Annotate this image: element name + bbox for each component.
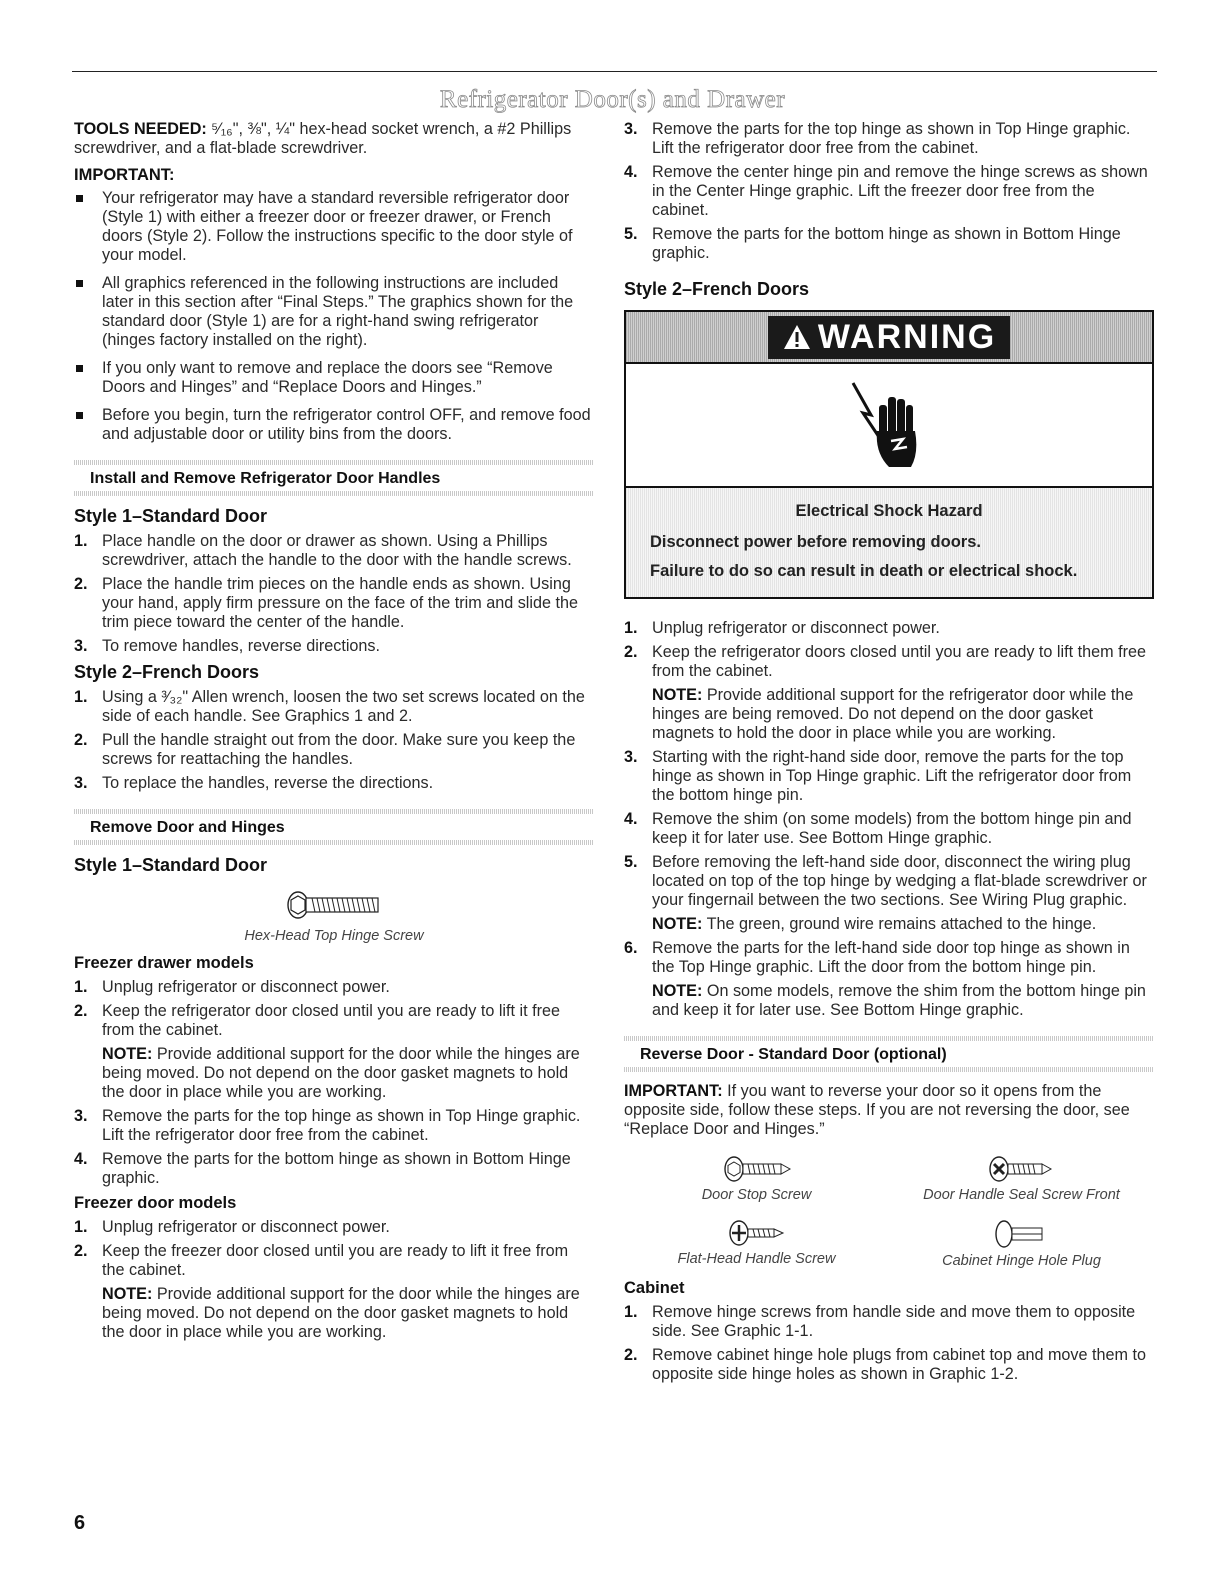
- hex-head-screw-figure: [74, 888, 594, 944]
- part-flat-head-handle-screw: [624, 1219, 889, 1269]
- step-item: 3. To replace the handles, reverse the directions.: [74, 774, 434, 792]
- right-column: [624, 120, 1154, 1389]
- cabinet-heading: Cabinet: [624, 1279, 685, 1297]
- section-handles: Install and Remove Refrigerator Door Handles: [74, 460, 594, 496]
- page-title: Refrigerator Door(s) and Drawer: [439, 86, 786, 113]
- part-caption: Flat-Head Handle Screw: [677, 1251, 836, 1267]
- step-item: 3. To remove handles, reverse directions.: [74, 637, 381, 655]
- hinge-hole-plug-icon: [992, 1219, 1052, 1249]
- french-doors-heading: Style 2–French Doors: [624, 279, 810, 299]
- seal-screw-icon: [987, 1155, 1057, 1183]
- note: NOTE: Provide additional support for the door while the hinges are being moved. Do not depend on the door gasket magnets to hold the door in place while you are working.: [102, 1285, 580, 1341]
- step-item: 1. Using a ³⁄₃₂" Allen wrench, loosen the two set screws located on the side of each handle. See Graphics 1 and 2.: [74, 688, 585, 725]
- note: NOTE: Provide additional support for the refrigerator door while the hinges are being removed. Do not depend on the door gasket magnets to hold the door in place while you are working.: [652, 686, 1134, 742]
- page-number: 6: [74, 1512, 86, 1534]
- part-cabinet-hinge-hole-plug: [889, 1219, 1154, 1269]
- note: NOTE: On some models, remove the shim from the bottom hinge pin and keep it for later use. See Bottom Hinge graphic.: [652, 982, 1146, 1019]
- freezer-drawer-heading: Freezer drawer models: [74, 954, 254, 972]
- bullet-item: Your refrigerator may have a standard reversible refrigerator door (Style 1) with either a freezer door or freezer drawer, or French doors (Style 2). Follow the instructions specific to the door style of your model.: [74, 189, 594, 265]
- bullet-item: Before you begin, turn the refrigerator control OFF, and remove food and adjustable door or utility bins from the doors.: [74, 406, 594, 444]
- style1-heading: Style 1–Standard Door: [74, 506, 268, 526]
- part-door-stop-screw: [624, 1155, 889, 1203]
- section-remove-door: Remove Door and Hinges: [74, 809, 594, 845]
- door-stop-screw-icon: [722, 1155, 792, 1183]
- top-rule: [72, 71, 1157, 72]
- step-item: 2. Remove cabinet hinge hole plugs from cabinet top and move them to opposite side hinge holes as shown in Graphic 1-2.: [624, 1346, 1147, 1383]
- tools-needed: TOOLS NEEDED: ⁵⁄₁₆", ⅜", ¼" hex-head socket wrench, a #2 Phillips screwdriver, and a flat-blade screwdriver.: [74, 120, 572, 157]
- step-item: 3. Remove the parts for the top hinge as shown in Top Hinge graphic. Lift the refrigerator door free from the cabinet.: [74, 1107, 581, 1144]
- step-item: 4. Remove the parts for the bottom hinge as shown in Bottom Hinge graphic.: [74, 1150, 571, 1187]
- freezer-door-heading: Freezer door models: [74, 1194, 237, 1212]
- warning-title: WARNING: [817, 317, 997, 356]
- reverse-important: IMPORTANT: If you want to reverse your door so it opens from the opposite side, follow these steps. If you are not reversing the door, see “Replace Door and Hinges.”: [624, 1082, 1130, 1138]
- step-item: 1. Unplug refrigerator or disconnect power.: [74, 978, 390, 996]
- step-item: 1. Unplug refrigerator or disconnect power.: [624, 619, 940, 637]
- step-item: 1. Place handle on the door or drawer as shown. Using a Phillips screwdriver, attach the handle to the door with the handle screws.: [74, 532, 572, 569]
- step-item: 2. Pull the handle straight out from the door. Make sure you keep the screws for reattaching the handles.: [74, 731, 576, 768]
- step-item: 1. Unplug refrigerator or disconnect power.: [74, 1218, 390, 1236]
- style2-heading: Style 2–French Doors: [74, 662, 260, 682]
- note: NOTE: Provide additional support for the door while the hinges are being moved. Do not depend on the door gasket magnets to hold the door in place while you are working.: [102, 1045, 580, 1101]
- warning-header: [626, 312, 1152, 364]
- step-item: 3. Remove the parts for the top hinge as shown in Top Hinge graphic. Lift the refrigerator door free from the cabinet.: [624, 120, 1131, 157]
- hex-head-screw-icon: [284, 888, 384, 922]
- step-item: 1. Remove hinge screws from handle side and move them to opposite side. See Graphic 1-1.: [624, 1303, 1136, 1340]
- step-item: 4. Remove the center hinge pin and remove the hinge screws as shown in the Center Hinge graphic. Lift the freezer door free from the cabinet.: [624, 163, 1148, 219]
- parts-grid: [624, 1155, 1154, 1269]
- warning-triangle-icon: [782, 323, 812, 351]
- note: NOTE: The green, ground wire remains attached to the hinge.: [652, 915, 1097, 933]
- warning-icon-area: [626, 364, 1152, 488]
- warning-line-2: Failure to do so can result in death or electrical shock.: [650, 562, 1078, 580]
- step-item: 4. Remove the shim (on some models) from the bottom hinge pin and keep it for later use. See Bottom Hinge graphic.: [624, 810, 1132, 847]
- step-item: 6. Remove the parts for the left-hand side door top hinge as shown in the Top Hinge graphic. Lift the door from the bottom hinge pin.: [624, 939, 1130, 976]
- part-door-handle-seal-screw: [889, 1155, 1154, 1203]
- step-item: 2. Keep the refrigerator doors closed until you are ready to lift them free from the cabinet.: [624, 643, 1146, 680]
- important-heading: IMPORTANT:: [74, 166, 175, 184]
- part-caption: Door Stop Screw: [701, 1187, 812, 1203]
- part-caption: Door Handle Seal Screw Front: [923, 1187, 1120, 1203]
- section-reverse-door: Reverse Door - Standard Door (optional): [624, 1036, 1154, 1072]
- step-item: 3. Starting with the right-hand side door, remove the parts for the top hinge as shown in Top Hinge graphic. Lift the refrigerator door from the bottom hinge pin.: [624, 748, 1132, 804]
- warning-line-1: Disconnect power before removing doors.: [650, 533, 981, 551]
- screw-caption: Hex-Head Top Hinge Screw: [244, 928, 424, 944]
- step-item: 2. Place the handle trim pieces on the handle ends as shown. Using your hand, apply firm pressure on the face of the trim and slide the trim piece toward the center of the handle.: [74, 575, 578, 631]
- step-item: 2. Keep the refrigerator door closed until you are ready to lift it free from the cabinet.: [74, 1002, 560, 1039]
- bullet-item: If you only want to remove and replace the doors see “Remove Doors and Hinges” and “Replace Doors and Hinges.”: [74, 359, 594, 397]
- bullet-item: All graphics referenced in the following instructions are included later in this section after “Final Steps.” The graphics shown for the standard door (Style 1) are for a right-hand swing refrigerator (hinges factory installed on the right).: [74, 274, 594, 350]
- warning-body: [626, 488, 1152, 597]
- left-column: [74, 120, 594, 1347]
- electrical-shock-icon: [849, 375, 929, 475]
- warning-box: [624, 310, 1154, 599]
- step-item: 5. Remove the parts for the bottom hinge as shown in Bottom Hinge graphic.: [624, 225, 1121, 262]
- warning-hazard: Electrical Shock Hazard: [795, 502, 983, 520]
- step-item: 2. Keep the freezer door closed until you are ready to lift it free from the cabinet.: [74, 1242, 569, 1279]
- part-caption: Cabinet Hinge Hole Plug: [942, 1253, 1101, 1269]
- flat-head-screw-icon: [727, 1219, 787, 1247]
- step-item: 5. Before removing the left-hand side door, disconnect the wiring plug located on top of the top hinge by wedging a flat-blade screwdriver or your fingernail between the two sections. See Wiring Plug graphic.: [624, 853, 1147, 909]
- remove-style1-heading: Style 1–Standard Door: [74, 855, 268, 875]
